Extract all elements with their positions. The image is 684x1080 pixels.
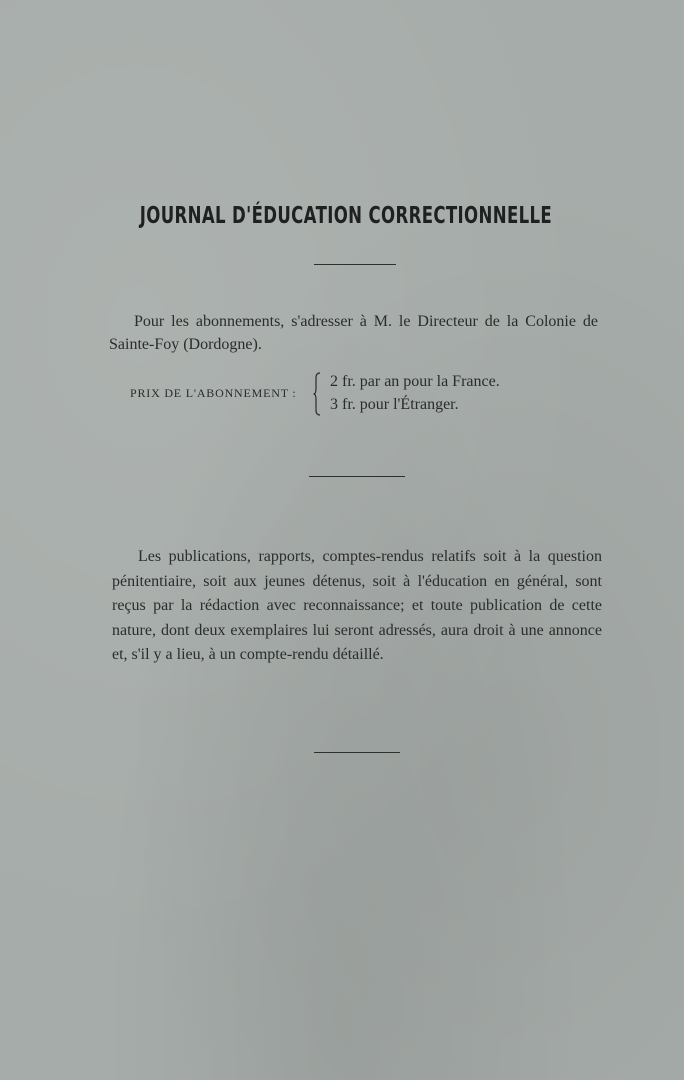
page-title: JOURNAL D'ÉDUCATION CORRECTIONNELLE bbox=[139, 203, 553, 229]
divider-rule bbox=[314, 264, 396, 265]
divider-rule bbox=[314, 752, 400, 753]
publications-paragraph: Les publications, rapports, comptes-rendus relatifs soit à la question pénitentiaire, soit aux jeunes détenus, soit à l'éducation en général, sont reçus par la rédaction avec reconnaissance; et toute publication de cette nature, dont deux exemplaires lui seront adressés, aura droit à une annonce et, s'il y a lieu, à un compte-rendu détaillé. bbox=[112, 548, 602, 663]
price-label: PRIX DE L'ABONNEMENT : bbox=[130, 386, 297, 400]
divider-rule bbox=[309, 476, 405, 477]
price-line-france: 2 fr. par an pour la France. bbox=[330, 373, 500, 390]
brace-icon bbox=[313, 372, 321, 416]
price-line-abroad: 3 fr. pour l'Étranger. bbox=[330, 396, 459, 413]
subscription-paragraph: Pour les abonnements, s'adresser à M. le Directeur de la Colonie de Sainte-Foy (Dordogne). bbox=[109, 313, 598, 353]
